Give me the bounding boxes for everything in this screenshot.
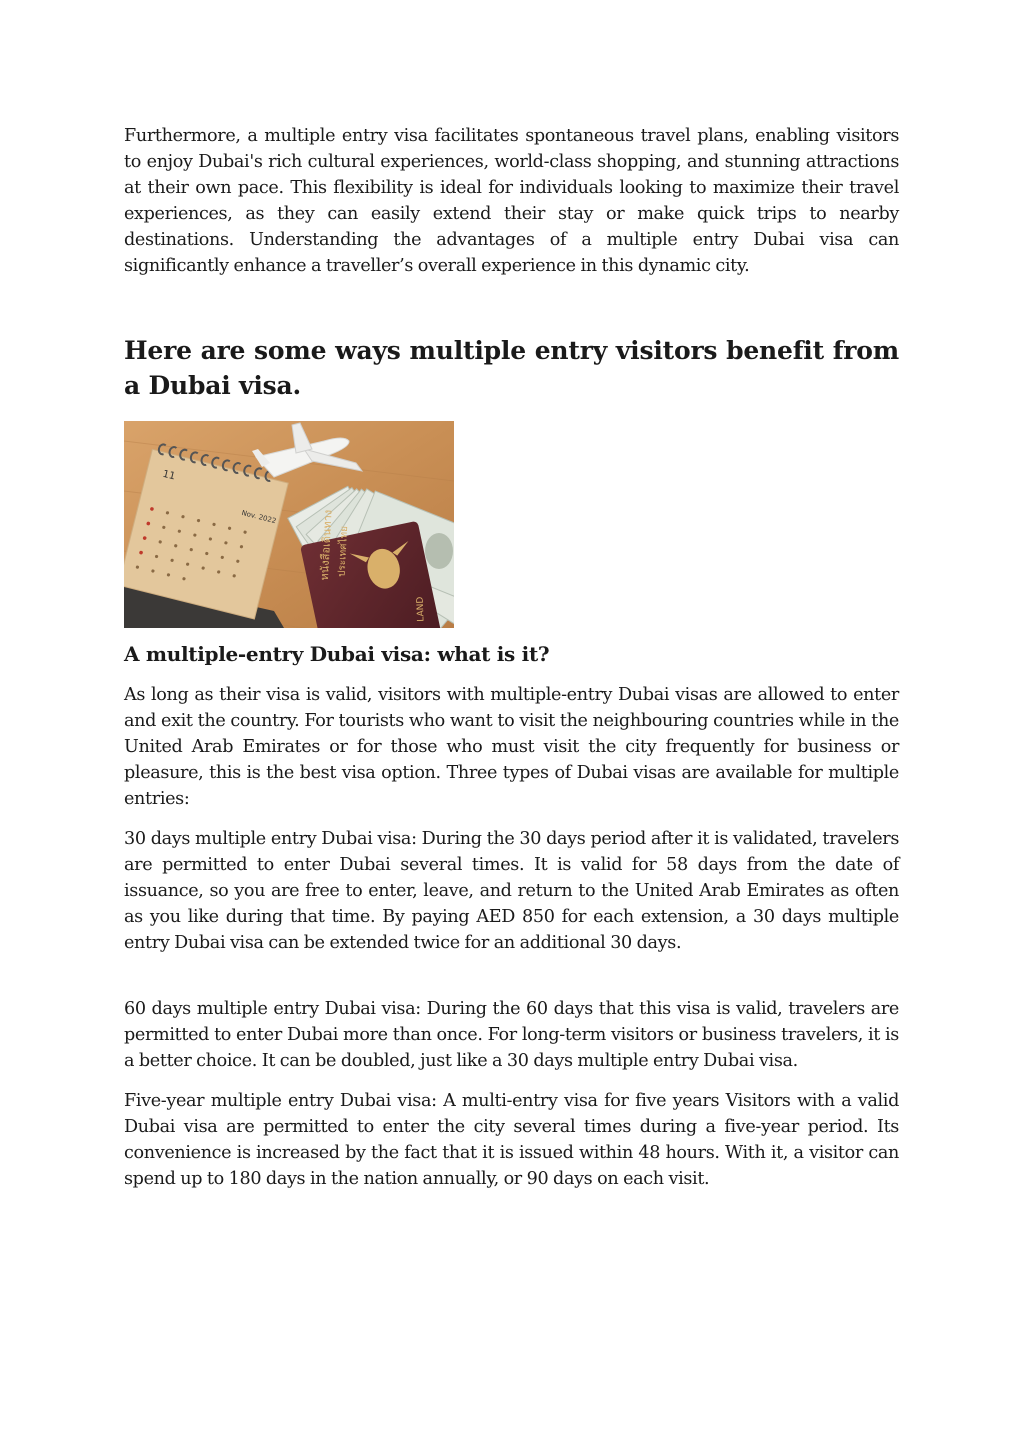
calendar-month-label: Nov. 2022 xyxy=(240,508,277,526)
travel-photo xyxy=(124,421,454,628)
intro-paragraph: Furthermore, a multiple entry visa facilitates spontaneous travel plans, enabling visitors to enjoy Dubai's rich cultural experiences, world-class shopping, and stunning attractions at their own pace. This flexibility is ideal for individuals looking to maximize their travel experiences, as they can easily extend their stay or make quick trips to nearby destinations. Understanding the advantages of a multiple entry Dubai visa can significantly enhance a traveller’s overall experience in this dynamic city. xyxy=(124,126,899,276)
five-year-paragraph: Five-year multiple entry Dubai visa: A multi-entry visa for five years Visitors with a valid Dubai visa are permitted to enter the city several times during a five-year period. Its convenience is increased by the fact that it is issued within 48 hours. With it, a visitor can spend up to 180 days in the nation annually, or 90 days on each visit. xyxy=(124,1091,899,1189)
travel-photo-illustration xyxy=(124,421,454,628)
sixty-days-paragraph: 60 days multiple entry Dubai visa: During the 60 days that this visa is valid, travelers are permitted to enter Dubai more than once. For long-term visitors or business travelers, it is a better choice. It can be doubled, just like a 30 days multiple entry Dubai visa. xyxy=(124,999,899,1071)
passport-title: หนังสือเดินทาง xyxy=(317,509,335,581)
sub-heading: A multiple-entry Dubai visa: what is it? xyxy=(124,642,550,666)
definition-paragraph: As long as their visa is valid, visitors with multiple-entry Dubai visas are allowed to enter and exit the country. For tourists who want to visit the neighbouring countries while in the United Arab Emirates or for those who must visit the city frequently for business or pleasure, this is the best visa option. Three types of Dubai visas are available for multiple entries: xyxy=(124,685,899,809)
calendar-day-number: 11 xyxy=(161,468,177,483)
thirty-days-paragraph: 30 days multiple entry Dubai visa: During the 30 days period after it is validated, travelers are permitted to enter Dubai several times. It is valid for 58 days from the date of issuance, so you are free to enter, leave, and return to the United Arab Emirates as often as you like during that time. By paying AED 850 for each extension, a 30 days multiple entry Dubai visa can be extended twice for an additional 30 days. xyxy=(124,829,899,953)
document-page xyxy=(124,123,899,1192)
passport-subtitle: ประเทศไทย xyxy=(336,525,351,578)
main-heading: Here are some ways multiple entry visitors benefit from a Dubai visa. xyxy=(124,336,899,400)
passport-land-label: LAND xyxy=(415,596,427,622)
